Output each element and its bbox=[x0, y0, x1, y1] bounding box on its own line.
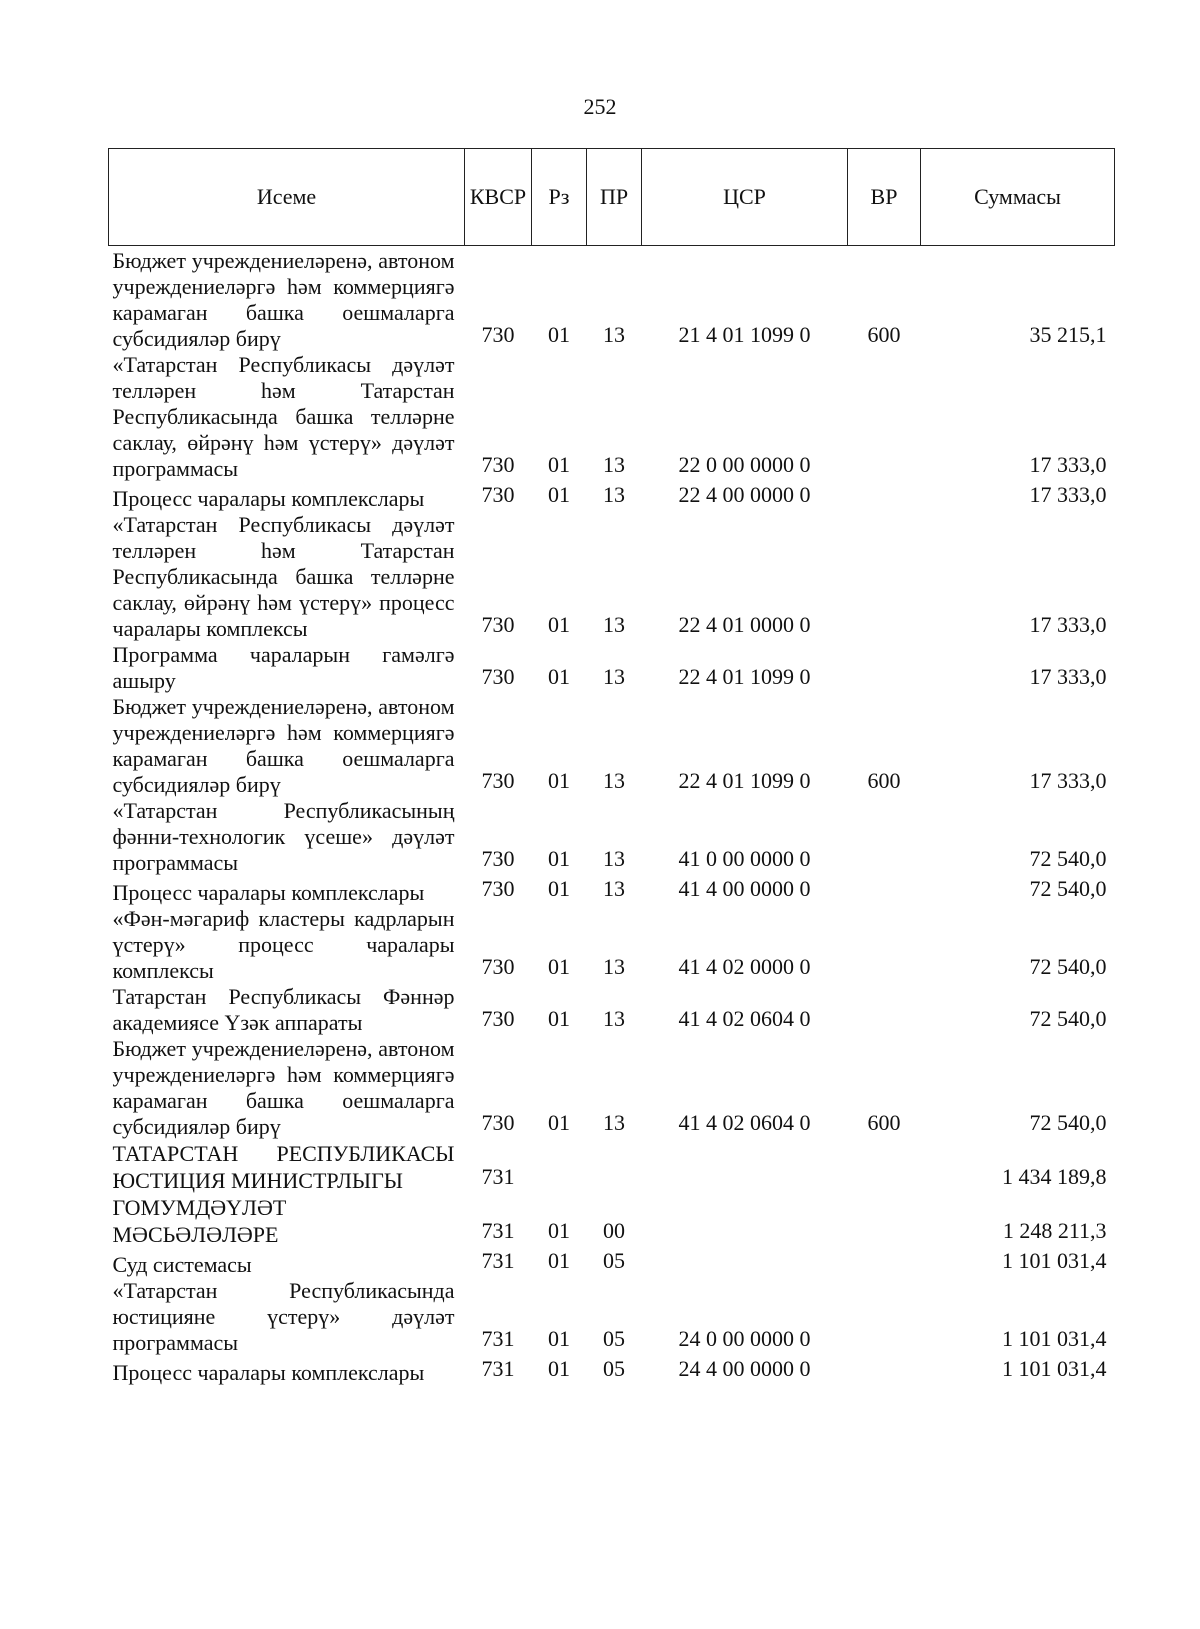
row-vr bbox=[848, 1278, 921, 1356]
row-kvsr: 731 bbox=[481, 1248, 515, 1273]
row-vr bbox=[848, 482, 921, 512]
row-kvsr: 731 bbox=[481, 1164, 515, 1189]
row-csr: 22 4 01 1099 0 bbox=[678, 768, 811, 793]
row-rz: 01 bbox=[548, 1356, 570, 1381]
row-rz: 01 bbox=[548, 1248, 570, 1273]
row-pr: 13 bbox=[603, 322, 625, 347]
row-sum: 35 215,1 bbox=[1029, 322, 1107, 347]
row-kvsr: 730 bbox=[481, 768, 515, 793]
row-csr bbox=[642, 1194, 848, 1248]
header-pr: ПР bbox=[587, 149, 642, 246]
row-kvsr: 730 bbox=[481, 846, 515, 871]
row-name: «Фән-мәгариф кластеры кадрларын үстерү» процесс чаралары комплексы bbox=[112, 906, 455, 983]
table-row bbox=[109, 512, 1115, 642]
row-rz: 01 bbox=[548, 1326, 570, 1351]
row-name: Процесс чаралары комплекслары bbox=[112, 1360, 425, 1385]
row-sum: 1 248 211,3 bbox=[1002, 1218, 1107, 1243]
row-name: Суд системасы bbox=[112, 1252, 252, 1277]
row-vr bbox=[848, 352, 921, 482]
page-number: 252 bbox=[583, 94, 617, 119]
row-csr: 24 4 00 0000 0 bbox=[678, 1356, 811, 1381]
row-vr: 600 bbox=[867, 322, 901, 347]
row-pr: 13 bbox=[603, 768, 625, 793]
row-vr bbox=[848, 984, 921, 1036]
table-row bbox=[109, 694, 1115, 798]
row-kvsr: 731 bbox=[481, 1218, 515, 1243]
row-kvsr: 730 bbox=[481, 482, 515, 507]
row-csr: 41 0 00 0000 0 bbox=[678, 846, 811, 871]
row-name: ГОМУМДӘҮЛӘТ МӘСЬӘЛӘЛӘРЕ bbox=[112, 1195, 287, 1247]
row-kvsr: 730 bbox=[481, 954, 515, 979]
table-row bbox=[109, 876, 1115, 906]
row-vr: 600 bbox=[867, 768, 901, 793]
row-rz: 01 bbox=[548, 482, 570, 507]
row-sum: 1 101 031,4 bbox=[1002, 1326, 1107, 1351]
table-row bbox=[109, 798, 1115, 876]
row-kvsr: 730 bbox=[481, 876, 515, 901]
row-csr: 22 4 00 0000 0 bbox=[678, 482, 811, 507]
row-name: «Татарстан Республикасы дәүләт телләрен һәм Татарстан Республикасында башка телләрне саклау, өйрәнү һәм үстерү» дәүләт программасы bbox=[112, 352, 455, 481]
row-vr: 600 bbox=[867, 1110, 901, 1135]
row-pr: 05 bbox=[603, 1356, 625, 1381]
row-rz: 01 bbox=[548, 322, 570, 347]
row-csr: 41 4 02 0000 0 bbox=[678, 954, 811, 979]
row-pr: 13 bbox=[603, 612, 625, 637]
table-header bbox=[109, 149, 1115, 246]
row-sum: 17 333,0 bbox=[1029, 482, 1107, 507]
row-sum: 72 540,0 bbox=[1029, 954, 1107, 979]
row-pr bbox=[587, 1140, 642, 1194]
row-kvsr: 731 bbox=[481, 1326, 515, 1351]
row-rz: 01 bbox=[548, 876, 570, 901]
row-kvsr: 730 bbox=[481, 322, 515, 347]
row-kvsr: 731 bbox=[481, 1356, 515, 1381]
row-sum: 72 540,0 bbox=[1029, 876, 1107, 901]
row-name: Программа чараларын гамәлгә ашыру bbox=[112, 642, 455, 693]
row-csr: 21 4 01 1099 0 bbox=[678, 322, 811, 347]
row-sum: 72 540,0 bbox=[1029, 1110, 1107, 1135]
header-name: Исеме bbox=[109, 149, 465, 246]
row-name: Бюджет учреждениеләренә, автоном учреждениеләргә һәм коммерциягә карамаган башка оешмаларга субсидияләр бирү bbox=[112, 248, 455, 351]
header-kvsr: КВСР bbox=[465, 149, 532, 246]
row-sum: 1 101 031,4 bbox=[1002, 1356, 1107, 1381]
row-kvsr: 730 bbox=[481, 1006, 515, 1031]
row-csr: 41 4 02 0604 0 bbox=[678, 1110, 811, 1135]
row-pr: 13 bbox=[603, 482, 625, 507]
row-vr bbox=[848, 1356, 921, 1386]
row-vr bbox=[848, 906, 921, 984]
row-pr: 13 bbox=[603, 876, 625, 901]
table-row bbox=[109, 246, 1115, 353]
table-row bbox=[109, 1036, 1115, 1140]
row-rz: 01 bbox=[548, 768, 570, 793]
row-pr: 13 bbox=[603, 846, 625, 871]
row-sum: 17 333,0 bbox=[1029, 612, 1107, 637]
row-rz: 01 bbox=[548, 954, 570, 979]
row-sum: 17 333,0 bbox=[1029, 768, 1107, 793]
row-pr: 13 bbox=[603, 452, 625, 477]
row-kvsr: 730 bbox=[481, 1110, 515, 1135]
row-pr: 13 bbox=[603, 954, 625, 979]
row-vr bbox=[848, 642, 921, 694]
row-csr: 22 4 01 1099 0 bbox=[678, 664, 811, 689]
row-csr: 41 4 02 0604 0 bbox=[678, 1006, 811, 1031]
row-vr bbox=[848, 876, 921, 906]
row-kvsr: 730 bbox=[481, 452, 515, 477]
row-rz: 01 bbox=[548, 664, 570, 689]
row-kvsr: 730 bbox=[481, 664, 515, 689]
row-name: «Татарстан Республикасында юстицияне үстерү» дәүләт программасы bbox=[112, 1278, 455, 1355]
row-vr bbox=[848, 512, 921, 642]
row-csr: 22 4 01 0000 0 bbox=[678, 612, 811, 637]
row-csr: 24 0 00 0000 0 bbox=[678, 1326, 811, 1351]
table-row bbox=[109, 1278, 1115, 1356]
row-pr: 00 bbox=[603, 1218, 625, 1243]
row-pr: 05 bbox=[603, 1326, 625, 1351]
row-vr bbox=[848, 1194, 921, 1248]
row-sum: 72 540,0 bbox=[1029, 1006, 1107, 1031]
table-row bbox=[109, 482, 1115, 512]
table-row bbox=[109, 906, 1115, 984]
row-rz: 01 bbox=[548, 452, 570, 477]
row-rz: 01 bbox=[548, 1110, 570, 1135]
header-vr: ВР bbox=[848, 149, 921, 246]
row-sum: 1 101 031,4 bbox=[1002, 1248, 1107, 1273]
row-name: Бюджет учреждениеләренә, автоном учреждениеләргә һәм коммерциягә карамаган башка оешмаларга субсидияләр бирү bbox=[112, 694, 455, 797]
row-name: Татарстан Республикасы Фәннәр академиясе Үзәк аппараты bbox=[112, 984, 455, 1035]
row-name: ТАТАРСТАН РЕСПУБЛИКАСЫ ЮСТИЦИЯ МИНИСТРЛЫГЫ bbox=[112, 1141, 455, 1193]
row-vr bbox=[848, 798, 921, 876]
row-sum: 1 434 189,8 bbox=[1002, 1164, 1107, 1189]
row-csr bbox=[642, 1248, 848, 1278]
row-sum: 17 333,0 bbox=[1029, 664, 1107, 689]
row-kvsr: 730 bbox=[481, 612, 515, 637]
row-name: Процесс чаралары комплекслары bbox=[112, 880, 425, 905]
table-row bbox=[109, 1356, 1115, 1386]
row-name: Бюджет учреждениеләренә, автоном учреждениеләргә һәм коммерциягә карамаган башка оешмаларга субсидияләр бирү bbox=[112, 1036, 455, 1139]
row-vr bbox=[848, 1140, 921, 1194]
table-row bbox=[109, 984, 1115, 1036]
header-rz: Рз bbox=[532, 149, 587, 246]
header-sum: Суммасы bbox=[921, 149, 1115, 246]
table-row bbox=[109, 1248, 1115, 1278]
row-rz: 01 bbox=[548, 846, 570, 871]
row-csr: 41 4 00 0000 0 bbox=[678, 876, 811, 901]
table-row bbox=[109, 352, 1115, 482]
table-row bbox=[109, 642, 1115, 694]
row-name: «Татарстан Республикасының фәнни-технологик үсеше» дәүләт программасы bbox=[112, 798, 455, 875]
row-csr: 22 0 00 0000 0 bbox=[678, 452, 811, 477]
row-pr: 13 bbox=[603, 1006, 625, 1031]
table-body bbox=[109, 246, 1115, 1387]
row-sum: 17 333,0 bbox=[1029, 452, 1107, 477]
row-rz: 01 bbox=[548, 612, 570, 637]
row-pr: 05 bbox=[603, 1248, 625, 1273]
row-name: «Татарстан Республикасы дәүләт телләрен һәм Татарстан Республикасында башка телләрне саклау, өйрәнү һәм үстерү» процесс чаралары комплексы bbox=[112, 512, 455, 641]
table-row bbox=[109, 1194, 1115, 1248]
row-rz: 01 bbox=[548, 1218, 570, 1243]
budget-table bbox=[108, 148, 1115, 1386]
row-pr: 13 bbox=[603, 1110, 625, 1135]
row-rz bbox=[532, 1140, 587, 1194]
table-row bbox=[109, 1140, 1115, 1194]
row-rz: 01 bbox=[548, 1006, 570, 1031]
row-csr bbox=[642, 1140, 848, 1194]
header-csr: ЦСР bbox=[642, 149, 848, 246]
row-sum: 72 540,0 bbox=[1029, 846, 1107, 871]
row-pr: 13 bbox=[603, 664, 625, 689]
row-name: Процесс чаралары комплекслары bbox=[112, 486, 425, 511]
row-vr bbox=[848, 1248, 921, 1278]
